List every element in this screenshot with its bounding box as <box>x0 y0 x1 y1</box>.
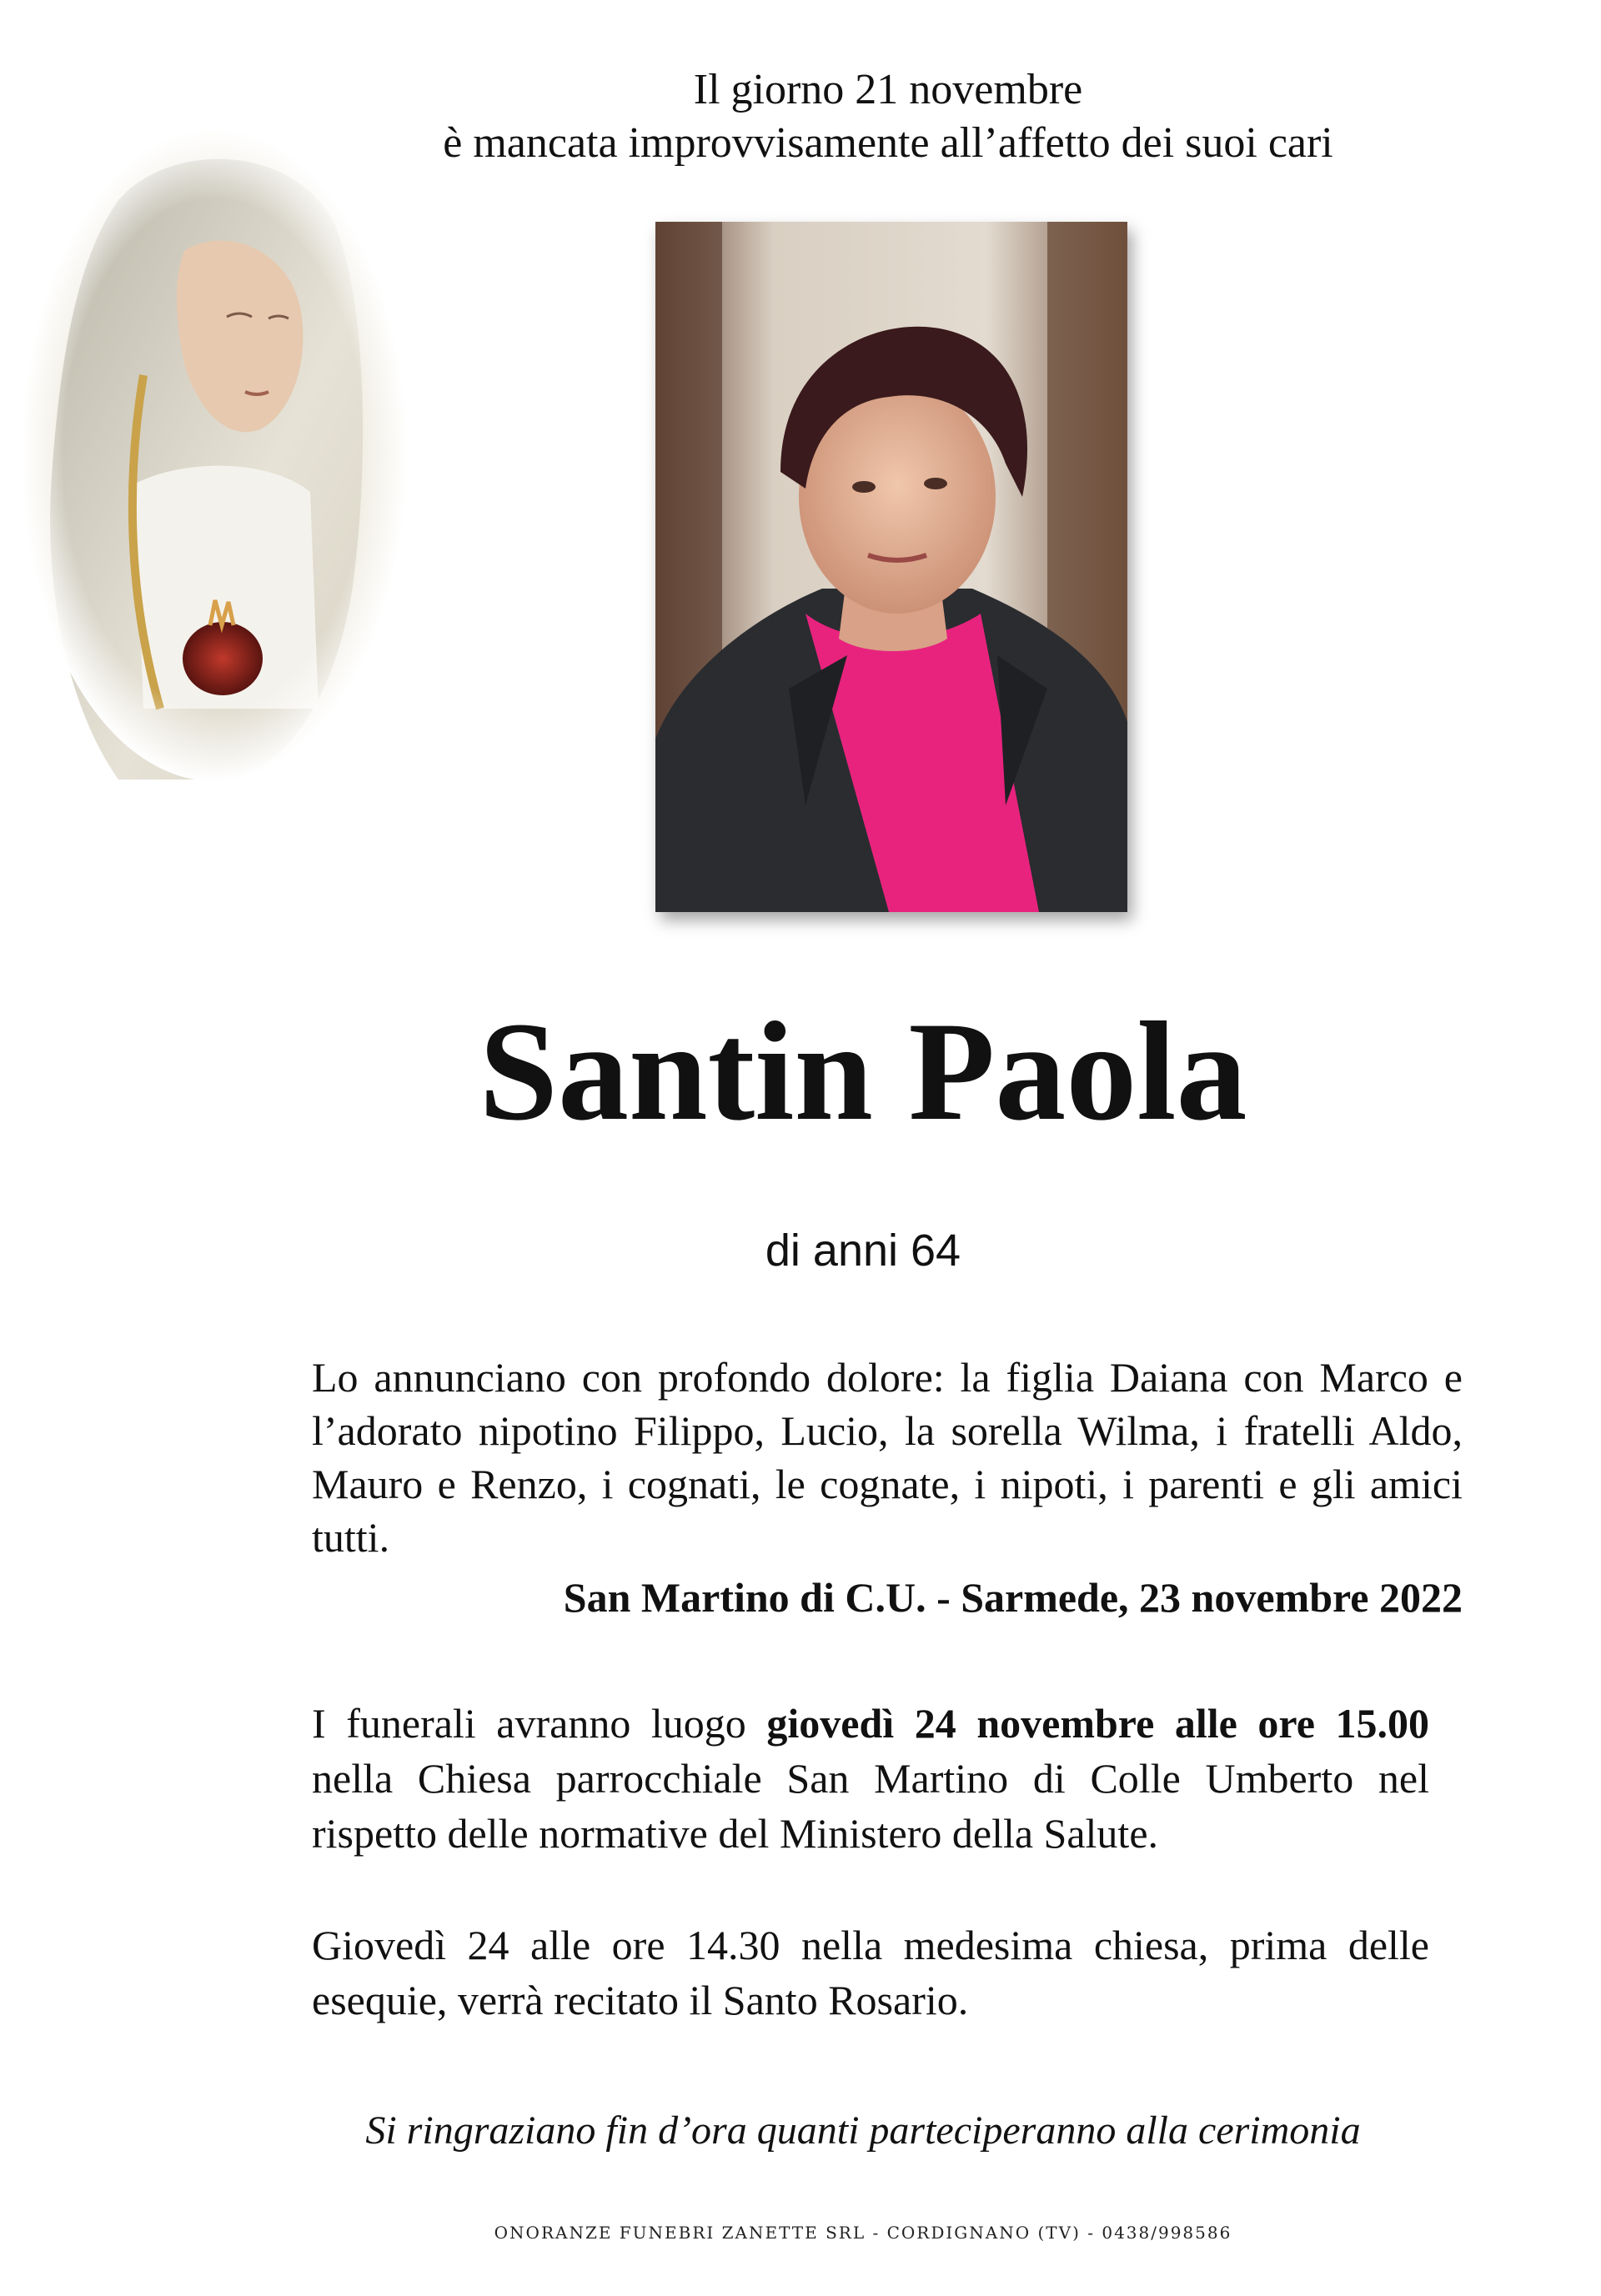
announcement-line-2: è mancata improvvisamente all’affetto dei suoi cari <box>443 119 1333 167</box>
portrait-photo <box>655 222 1127 912</box>
funeral-home-footer: ONORANZE FUNEBRI ZANETTE SRL - CORDIGNANO (TV) - 0438/998586 <box>494 2223 1232 2243</box>
thanks-line: Si ringraziano fin d’ora quanti parteciperanno alla cerimonia <box>365 2108 1361 2153</box>
funeral-paragraph <box>312 1696 1429 1861</box>
funeral-suffix: nella Chiesa parrocchiale San Martino di Colle Umberto nel rispetto delle normative del Ministero della Salute. <box>312 1755 1429 1857</box>
funeral-datetime: giovedì 24 novembre alle ore 15.00 <box>766 1700 1429 1747</box>
funeral-prefix: I funerali avranno luogo <box>312 1700 767 1747</box>
madonna-image <box>18 125 410 784</box>
announcement-line-1: Il giorno 21 novembre <box>693 66 1083 113</box>
deceased-age: di anni 64 <box>765 1226 961 1276</box>
deceased-name: Santin Paola <box>479 993 1247 1150</box>
place-date: San Martino di C.U. - Sarmede, 23 novembre 2022 <box>563 1574 1463 1621</box>
mourners-paragraph: Lo annunciano con profondo dolore: la figlia Daiana con Marco e l’adorato nipotino Filippo, Lucio, la sorella Wilma, i fratelli Aldo, Mauro e Renzo, i cognati, le cognate, i nipoti, i parenti e gli amici tutti. <box>312 1354 1463 1561</box>
rosary-paragraph: Giovedì 24 alle ore 14.30 nella medesima chiesa, prima delle esequie, verrà recitato il Santo Rosario. <box>312 1922 1429 2023</box>
